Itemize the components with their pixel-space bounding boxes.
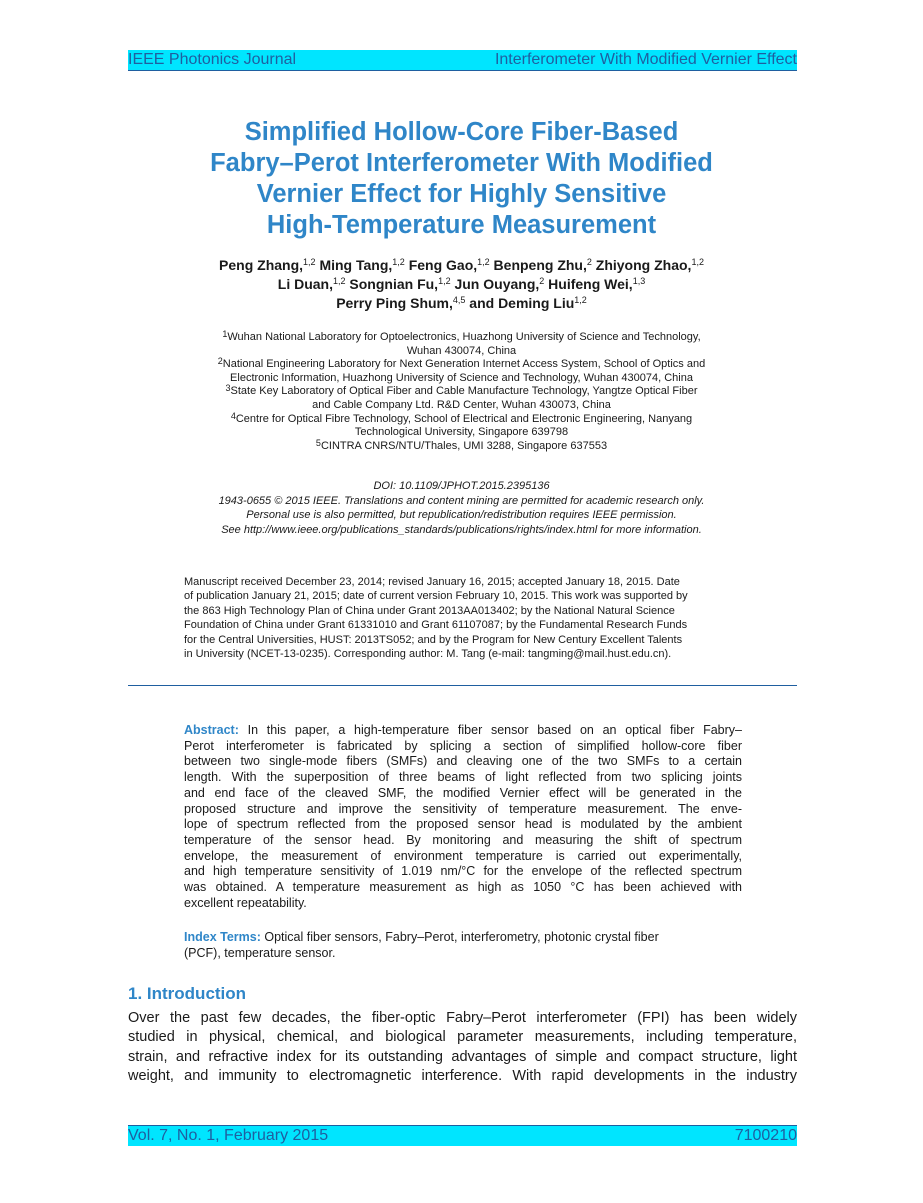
author-affil: 1,2 — [392, 257, 405, 267]
manuscript-line: for the Central Universities, HUST: 2013TS052; and by the Program for New Century Excellent Talents — [184, 633, 683, 646]
affiliation — [170, 331, 753, 345]
author-name: Songnian Fu, — [349, 276, 439, 292]
author-affil: 4,5 — [452, 295, 466, 305]
author-affil: 1,2 — [691, 257, 704, 267]
doi: DOI: 10.1109/JPHOT.2015.2395136 — [373, 480, 550, 492]
affil-marker: 2 — [217, 356, 223, 367]
running-header — [128, 50, 797, 71]
author-list — [120, 256, 803, 313]
abstract-line: lope of spectrum reflected from the proposed sensor head is modulated by the ambient — [184, 817, 742, 832]
abstract-line: Perot interferometer is fabricated by splicing a section of simplified hollow-core fiber — [184, 738, 742, 753]
running-footer — [128, 1125, 797, 1146]
abstract-line: envelope, the measurement of environment temperature is carried out experimentally, — [184, 848, 742, 863]
affil-marker: 5 — [315, 437, 321, 448]
section-heading: 1. Introduction — [128, 984, 247, 1003]
author-affil: 1,2 — [477, 257, 490, 267]
manuscript-line: in University (NCET-13-0235). Corresponding author: M. Tang (e-mail: tangming@mail.hust.edu.cn). — [184, 648, 672, 661]
author-line — [120, 275, 803, 294]
index-line: (PCF), temperature sensor. — [184, 945, 336, 960]
author-affil: 1,2 — [333, 276, 346, 286]
affil-line: Wuhan 430074, China — [406, 344, 517, 357]
index-line — [184, 930, 742, 946]
abstract — [184, 723, 742, 911]
affil-marker: 1 — [222, 329, 228, 339]
manuscript-line: Foundation of China under Grant 61331010 and Grant 61107087; by the Fundamental Research Funds — [184, 619, 688, 632]
affiliation — [170, 358, 753, 372]
divider — [128, 685, 797, 686]
affil-line: National Engineering Laboratory for Next Generation Internet Access System, School of Optics and — [222, 358, 706, 371]
author-name: Jun Ouyang, — [454, 276, 540, 292]
affil-line: Technological University, Singapore 639798 — [354, 426, 569, 439]
journal-name: IEEE Photonics Journal — [128, 51, 297, 68]
manuscript-note — [184, 575, 742, 661]
page-number: 7100210 — [734, 1127, 797, 1144]
manuscript-line: Manuscript received December 23, 2014; revised January 16, 2015; accepted January 18, 2015. Date — [184, 576, 680, 588]
affiliation — [170, 410, 753, 427]
abstract-line — [184, 723, 742, 739]
author-name: Ming Tang, — [319, 257, 393, 273]
running-title: Interferometer With Modified Vernier Effect — [494, 51, 797, 68]
title-line: High-Temperature Measurement — [266, 211, 657, 239]
index-text: Optical fiber sensors, Fabry–Perot, interferometry, photonic crystal fiber — [264, 930, 659, 944]
affil-marker: 3 — [225, 383, 231, 394]
title-line: Fabry–Perot Interferometer With Modified — [210, 149, 713, 177]
abstract-line: excellent repeatability. — [184, 895, 307, 910]
author-name: Benpeng Zhu, — [493, 257, 587, 273]
affil-marker: 4 — [230, 410, 236, 421]
title-line: Simplified Hollow-Core Fiber-Based — [244, 118, 679, 146]
abstract-line: and end face of the cleaved SMF, the modified Vernier effect will be generated in the — [184, 785, 742, 800]
affil-line: CINTRA CNRS/NTU/Thales, UMI 3288, Singapore 637553 — [320, 439, 608, 452]
affil-line: Centre for Optical Fibre Technology, School of Electrical and Electronic Engineering, Nanyang — [235, 412, 693, 425]
author-line — [120, 256, 803, 275]
manuscript-line: of publication January 21, 2015; date of current version February 10, 2015. This work was supported by — [184, 590, 688, 603]
copyright-block — [140, 479, 783, 537]
paper-title — [100, 117, 823, 241]
author-name: Huifeng Wei, — [548, 276, 633, 292]
abstract-line: length. With the superposition of three beams of light reflected from two splicing joints — [184, 770, 742, 785]
affil-line: and Cable Company Ltd. R&D Center, Wuhan 430073, China — [312, 398, 611, 411]
author-name: Li Duan, — [277, 276, 333, 292]
body-line: Over the past few decades, the fiber-optic Fabry–Perot interferometer (FPI) has been widely — [128, 1010, 797, 1026]
affiliation — [170, 437, 753, 454]
author-name: Feng Gao, — [408, 257, 478, 273]
manuscript-line: the 863 High Technology Plan of China under Grant 2013AA013402; by the National Natural Science — [184, 604, 675, 617]
author-affil: 1,2 — [574, 295, 587, 305]
body-line: weight, and immunity to electromagnetic interference. With rapid developments in the industry — [128, 1068, 797, 1085]
author-affil: 2 — [539, 276, 545, 286]
abstract-line: proposed structure and improve the sensitivity of temperature measurement. The enve- — [184, 801, 742, 816]
author-line — [120, 294, 803, 313]
copyright-line: Personal use is also permitted, but republication/redistribution requires IEEE permission. — [246, 509, 677, 521]
affil-line: Wuhan National Laboratory for Optoelectronics, Huazhong University of Science and Technology, — [227, 331, 701, 343]
author-affil: 1,2 — [303, 257, 316, 267]
volume-info: Vol. 7, No. 1, February 2015 — [128, 1127, 329, 1144]
index-label: Index Terms: — [184, 930, 261, 944]
body-line: studied in physical, chemical, and biological parameter measurements, including temperature, — [128, 1029, 797, 1046]
abstract-line: temperature of the sensor head. By monitoring and measuring the shift of spectrum — [184, 832, 742, 847]
copyright-line: 1943-0655 © 2015 IEEE. Translations and content mining are permitted for academic research only. — [218, 494, 705, 507]
author-name: Zhiyong Zhao, — [595, 257, 692, 273]
author-name: and Deming Liu — [469, 295, 575, 311]
body-line: strain, and refractive index for its outstanding advantages of simple and compact structure, light — [128, 1048, 797, 1065]
affiliations — [170, 331, 753, 453]
title-line: Vernier Effect for Highly Sensitive — [256, 180, 667, 208]
author-name: Perry Ping Shum, — [336, 295, 453, 311]
abstract-text: In this paper, a high-temperature fiber sensor based on an optical fiber Fabry– — [247, 723, 742, 737]
author-affil: 1,3 — [632, 276, 646, 286]
affiliation — [170, 385, 753, 399]
abstract-label: Abstract: — [184, 723, 239, 737]
abstract-line: and high temperature sensitivity of 1.019 nm/°C for the envelope of the reflected spectrum — [184, 864, 742, 879]
abstract-line: was obtained. A temperature measurement as high as 1050 °C has been achieved with — [184, 880, 742, 895]
affil-line: Electronic Information, Huazhong University of Science and Technology, Wuhan 430074, China — [230, 371, 693, 384]
author-affil: 1,2 — [438, 276, 451, 286]
index-terms — [184, 930, 742, 961]
copyright-line: See http://www.ieee.org/publications_standards/publications/rights/index.html for more information. — [221, 523, 702, 536]
introduction-body — [128, 1009, 797, 1087]
author-affil: 2 — [586, 257, 592, 267]
author-name: Peng Zhang, — [219, 257, 304, 273]
abstract-line: between two single-mode fibers (SMFs) and cleaving one of the two SMFs to a certain — [184, 754, 742, 769]
affil-line: State Key Laboratory of Optical Fiber and Cable Manufacture Technology, Yangtze Optical Fiber — [230, 385, 698, 398]
